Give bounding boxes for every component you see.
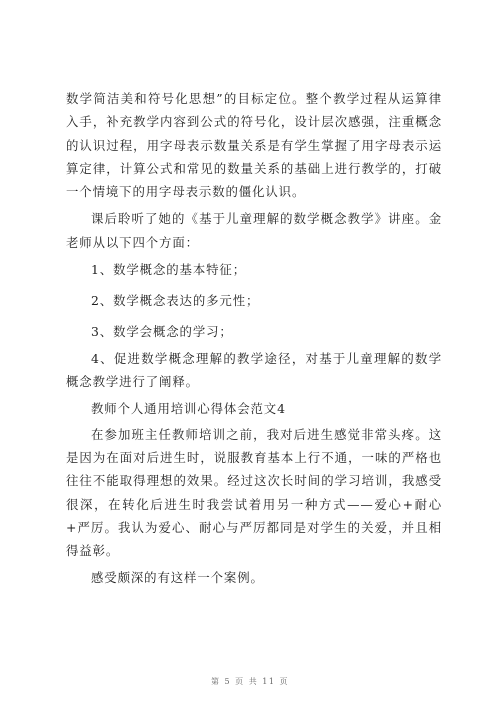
paragraph-lecture-intro: 课后聆听了她的《基于儿童理解的数学概念教学》讲座。金老师从以下四个方面：: [66, 211, 442, 250]
section-heading: 教师个人通用培训心得体会范文4: [91, 400, 286, 416]
list-item-4: 4、促进数学概念理解的教学途径，对基于儿童理解的数学概念教学进行了阐释。: [66, 351, 442, 390]
paragraph-continuation: 数学简洁美和符号化思想”的目标定位。整个教学过程从运算律入手，补充教学内容到公式的符号化，设计层次感强，注重概念的认识过程，用字母表示数量关系是有学生掌握了用字母表示运算定律，计算公式和常见的数量关系的基础上进行教学的，打破一个情境下的用字母表示数的僵化认识。: [66, 91, 442, 200]
list-item-1: 1、数学概念的基本特征；: [91, 262, 246, 278]
document-body: [66, 87, 442, 590]
list-item-3: 3、数学会概念的学习；: [91, 324, 233, 340]
paragraph-training-reflection: 在参加班主任教师培训之前，我对后进生感觉非常头疼。这是因为在面对后进生时，说服教育基本上行不通，一味的严格也往往不能取得理想的效果。经过这次长时间的学习培训，我感受很深，在转化后进生时我尝试着用另一种方式——爱心+耐心+严厉。我认为爱心、耐心与严厉都同是对学生的关爱，并且相得益彰。: [66, 426, 442, 559]
page-number-footer: 第 5 页 共 11 页: [211, 677, 289, 686]
list-item-2: 2、数学概念表达的多元性；: [91, 293, 260, 309]
paragraph-case-intro: 感受颇深的有这样一个案例。: [91, 570, 264, 586]
